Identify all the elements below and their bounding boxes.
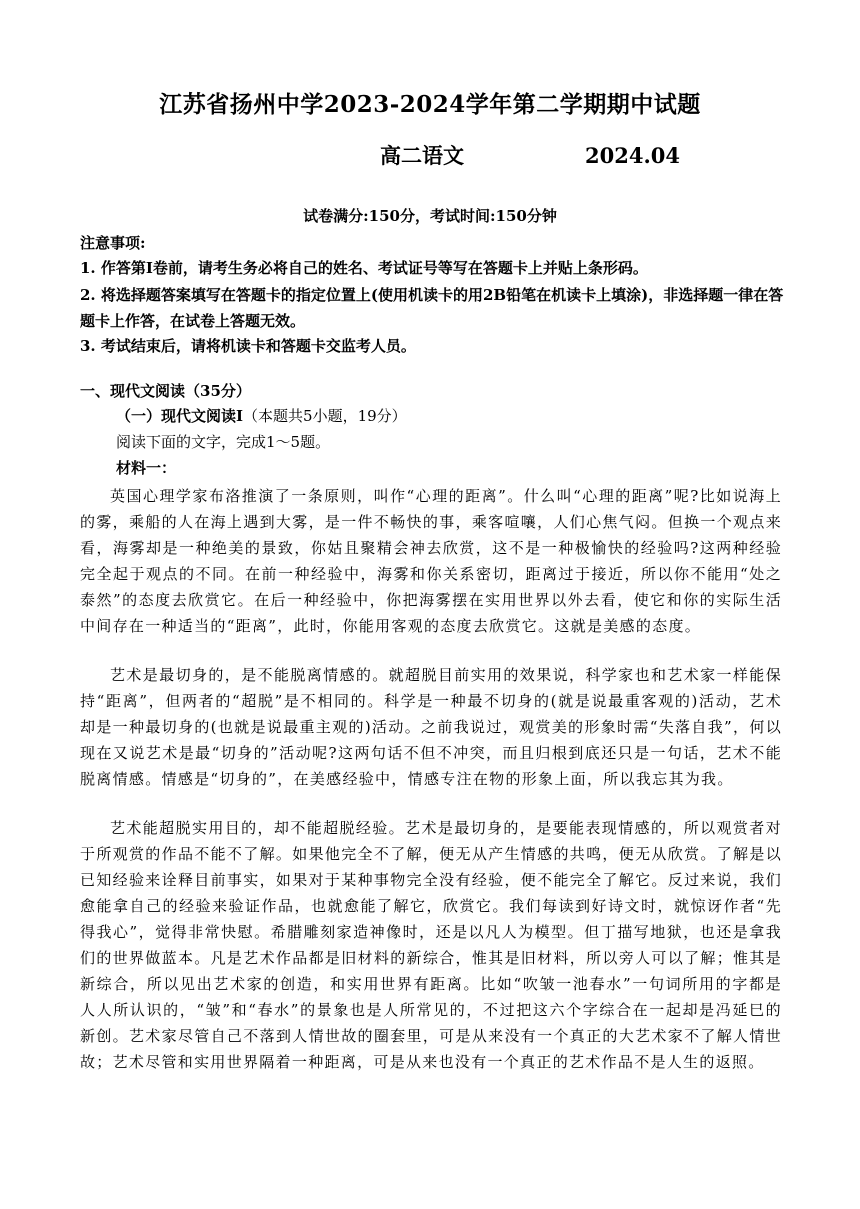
score-time-line: 试卷满分:150分，考试时间:150分钟 [303, 207, 557, 225]
material-paragraph: 英国心理学家布洛推演了一条原则，叫作“心理的距离”。什么叫“心理的距离”呢?比如说海上的雾，乘船的人在海上遇到大雾，是一件不畅快的事，乘客喧嚷，人们心焦气闷。但换一个观点来看，海雾却是一种绝美的景致，你姑且聚精会神去欣赏，这不是一种极愉快的经验吗?这两种经验完全起于观点的不同。在前一种经验中，海雾和你关系密切，距离过于接近，所以你不能用“处之泰然”的态度去欣赏它。在后一种经验中，你把海雾摆在实用世界以外去看，使它和你的实际生活中间存在一种适当的“距离”，此时，你能用客观的态度去欣赏它。这就是美感的态度。 [80, 487, 782, 635]
notice-item: 3. 考试结束后，请将机读卡和答题卡交监考人员。 [80, 337, 416, 355]
exam-title: 江苏省扬州中学2023-2024学年第二学期期中试题 [159, 91, 701, 118]
notice-item: 2. 将选择题答案填写在答题卡的指定位置上(使用机读卡的用2B铅笔在机读卡上填涂)，非选择题一律在答题卡上作答，在试卷上答题无效。 [80, 286, 784, 330]
material-paragraph: 艺术能超脱实用目的，却不能超脱经验。艺术是最切身的，是要能表现情感的，所以观赏者对于所观赏的作品不能不了解。如果他完全不了解，便无从产生情感的共鸣，便无从欣赏。了解是以已知经验来诠释目前事实，如果对于某种事物完全没有经验，便不能完全了解它。反过来说，我们愈能拿自己的经验来验证作品，也就愈能了解它，欣赏它。我们每读到好诗文时，就惊讶作者“先得我心”，觉得非常快慰。希腊雕刻家造神像时，还是以凡人为模型。但丁描写地狱，也还是拿我们的世界做蓝本。凡是艺术作品都是旧材料的新综合，惟其是旧材料，所以旁人可以了解；惟其是新综合，所以见出艺术家的创造，和实用世界有距离。比如“吹皱一池春水”一句词所用的字都是人人所认识的，“皱”和“春水”的景象也是人所常见的，不过把这六个字综合在一起却是冯延巳的新创。艺术家尽管自己不落到人情世故的圈套里，可是从来没有一个真正的大艺术家不了解人情世故；艺术尽管和实用世界隔着一种距离，可是从来也没有一个真正的艺术作品不是人生的返照。 [80, 819, 782, 1071]
notice-item: 1. 作答第Ⅰ卷前，请考生务必将自己的姓名、考试证号等写在答题卡上并贴上条形码。 [80, 259, 648, 277]
sub-section-heading [116, 405, 407, 426]
subject-date-row [380, 140, 680, 170]
subject-label: 高二语文 [380, 143, 464, 168]
notice-title: 注意事项: [80, 234, 146, 252]
sub-section-note: （本题共5小题，19分） [243, 407, 407, 425]
sub-section-title: （一）现代文阅读Ⅰ [116, 407, 244, 425]
material-label: 材料一： [116, 459, 177, 477]
reading-instruction: 阅读下面的文字，完成1～5题。 [116, 433, 331, 451]
exam-date: 2024.04 [585, 143, 680, 168]
section-heading: 一、现代文阅读（35分） [80, 382, 251, 400]
material-paragraph: 艺术是最切身的，是不能脱离情感的。就超脱目前实用的效果说，科学家也和艺术家一样能保持“距离”，但两者的“超脱”是不相同的。科学是一种最不切身的(就是说最重客观的)活动，艺术却是一种最切身的(也就是说最重主观的)活动。之前我说过，观赏美的形象时需“失落自我”，何以现在又说艺术是最“切身的”活动呢?这两句话不但不冲突，而且归根到底还只是一句话，艺术不能脱离情感。情感是“切身的”，在美感经验中，情感专注在物的形象上面，所以我忘其为我。 [80, 666, 782, 788]
